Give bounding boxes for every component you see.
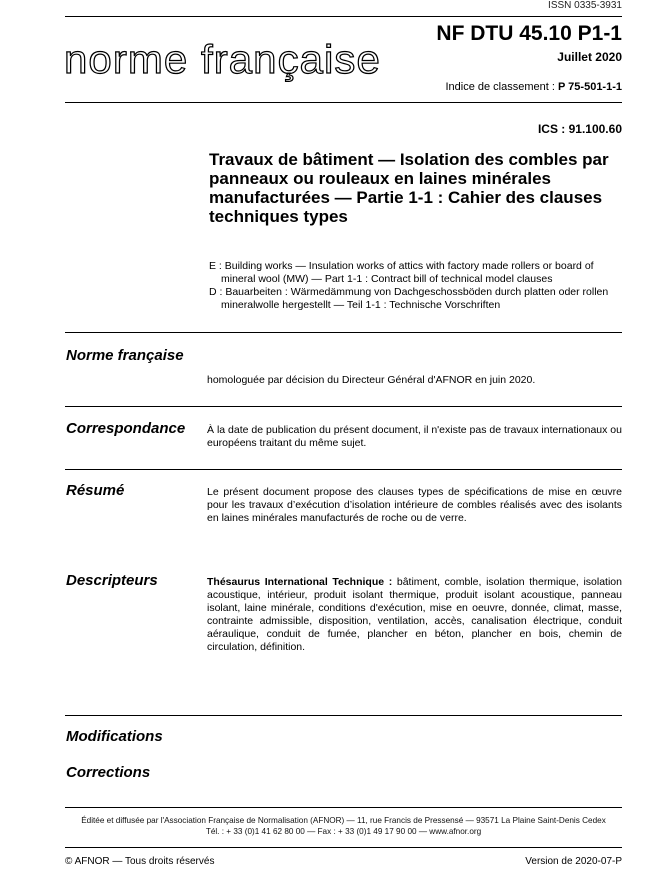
footer-bottom-rule — [65, 847, 622, 848]
classification-index-value: P 75-501-1-1 — [557, 81, 622, 93]
publisher-address: Éditée et diffusée par l'Association Française de Normalisation (AFNOR) — 11, rue Francis de Pressensé — 93571 La Plaine Saint-Denis Cedex — [81, 816, 606, 825]
thesaurus-label: Thésaurus International Technique : — [207, 576, 393, 588]
section-rule — [65, 406, 622, 407]
section-text-norme: homologuée par décision du Directeur Général d'AFNOR en juin 2020. — [207, 374, 536, 386]
publisher-info — [65, 815, 622, 837]
classification-index — [445, 81, 622, 93]
header-top-rule — [65, 16, 622, 17]
norme-francaise-logo: norme française — [64, 38, 381, 82]
title-german: D : Bauarbeiten : Wärmedämmung von Dachgeschossböden durch platten oder rollen mineralwolle hergestellt — Teil 1-1 : Technische Vorschriften — [209, 286, 609, 311]
section-text-resume: Le présent document propose des clauses types de spécifications de mise en œuvre pour les travaux d’exécution d’isolation intérieure de combles réalisés avec des isolants en laines minérales manufacturés de roche ou de verre. — [207, 486, 622, 524]
section-heading-correspondance: Correspondance — [66, 420, 186, 437]
section-rule — [65, 715, 622, 716]
classification-index-label: Indice de classement : — [445, 81, 558, 93]
section-heading-corrections: Corrections — [66, 764, 151, 781]
publication-date: Juillet 2020 — [557, 50, 622, 64]
footer-top-rule — [65, 807, 622, 808]
section-heading-modifications: Modifications — [66, 728, 163, 745]
header-bottom-rule — [65, 102, 622, 103]
ics-code: ICS : 91.100.60 — [537, 122, 622, 136]
section-text-correspondance: À la date de publication du présent document, il n'existe pas de travaux internationaux ou européens traitant du même sujet. — [207, 424, 622, 449]
section-heading-norme: Norme française — [66, 347, 184, 364]
copyright-notice: © AFNOR — Tous droits réservés — [65, 856, 215, 867]
title-translations — [209, 260, 624, 312]
standard-reference: NF DTU 45.10 P1-1 — [436, 22, 622, 45]
section-rule — [65, 332, 622, 333]
section-heading-descripteurs: Descripteurs — [66, 572, 158, 589]
section-heading-resume: Résumé — [66, 482, 125, 499]
descriptor-keywords: bâtiment, comble, isolation thermique, isolation acoustique, intérieur, produit isolant thermique, produit isolant acoustique, panneau isolant, laine minérale, conditions d'exécution, mise en oeuvre, donnée, climat, masse, contrainte admissible, disposition, ventilation, accès, canalisation électrique, conduit aéraulique, conduit de fumée, plancher en béton, plancher en bois, chemin de circulation, définition. — [207, 576, 622, 653]
title-english: E : Building works — Insulation works of attics with factory made rollers or board of mineral wool (MW) — Part 1-1 : Contract bill of technical model clauses — [209, 260, 594, 285]
version-label: Version de 2020-07-P — [525, 856, 622, 867]
section-text-descripteurs — [207, 576, 622, 654]
document-title: Travaux de bâtiment — Isolation des combles par panneaux ou rouleaux en laines minérales manufacturées — Partie 1-1 : Cahier des clauses techniques types — [209, 150, 609, 226]
section-rule — [65, 469, 622, 470]
publisher-contact: Tél. : + 33 (0)1 41 62 80 00 — Fax : + 33 (0)1 49 17 90 00 — www.afnor.org — [205, 827, 482, 836]
issn-number: ISSN 0335-3931 — [548, 0, 622, 11]
